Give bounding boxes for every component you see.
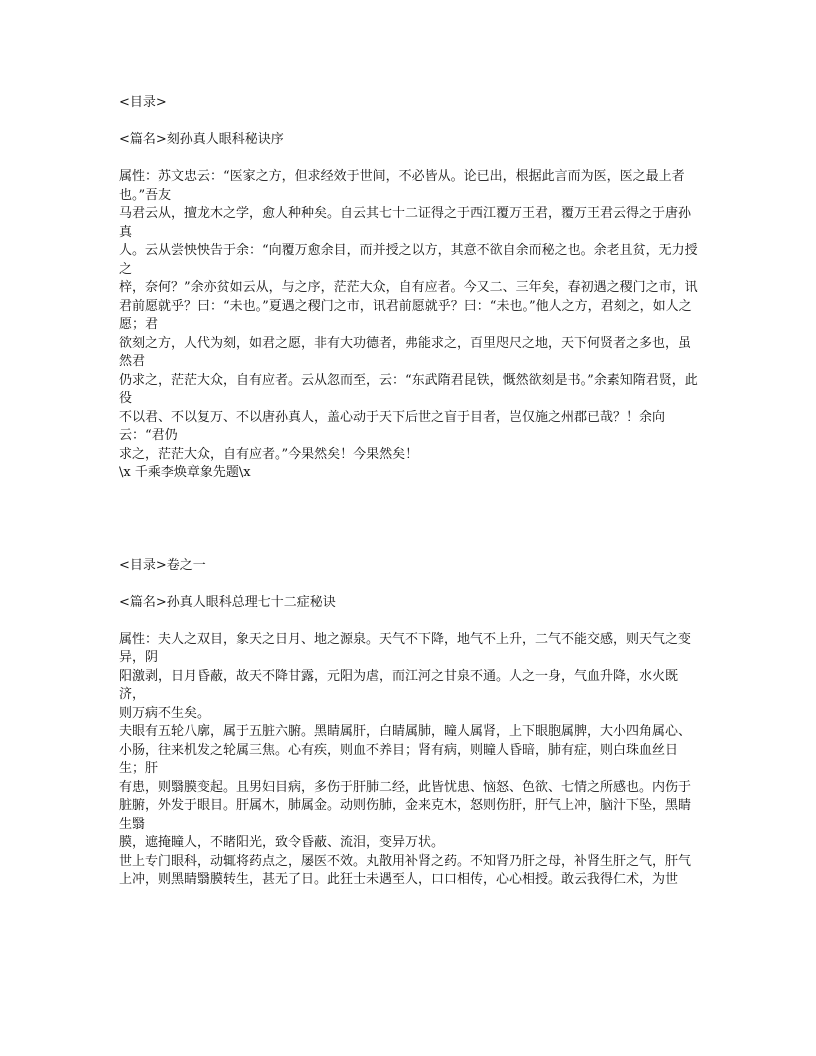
text-line: 有患，则翳膜变起。且男妇目病，多伤于肝肺二经，此皆忧患、恼怒、色欲、七情之所感也。内伤于 bbox=[119, 779, 692, 795]
document-page bbox=[119, 94, 701, 890]
text-line: 脏腑，外发于眼目。肝属木，肺属金。动则伤肺，金来克木，怒则伤肝，肝气上冲，脑汁下坠，黑睛生翳 bbox=[119, 798, 692, 832]
text-line: 求之，茫茫大众，自有应者。”今果然矣！今果然矣！ bbox=[119, 446, 419, 462]
toc-heading-1: <目录> bbox=[119, 95, 167, 110]
text-line: 夫眼有五轮八廓，属于五脏六腑。黑睛属肝，白睛属肺，瞳人属肾，上下眼胞属脾，大小四角属心、 bbox=[119, 724, 692, 739]
text-line: 世上专门眼科，动辄将药点之，屡医不效。丸散用补肾之药。不知肾乃肝之母，补肾生肝之气，肝气 bbox=[119, 853, 692, 869]
chapter-title-1: <篇名>刻孙真人眼科秘诀序 bbox=[119, 132, 284, 147]
text-line: 上冲，则黑睛翳膜转生，甚无了日。此狂士未遇至人，口口相传，心心相授。敢云我得仁术，为世 bbox=[119, 872, 679, 887]
text-line: 梓，奈何？”余亦贫如云从，与之序，茫茫大众，自有应者。今又二、三年矣，春初遇之稷门之市，讯 bbox=[119, 280, 698, 295]
text-line: 膜，遮掩瞳人，不睹阳光，致令昏蔽、流泪，变异万状。 bbox=[119, 835, 445, 850]
text-line: 马君云从，擅龙木之学，愈人种种矣。自云其七十二证得之于西江覆万王君，覆万王君云得之于唐孙真 bbox=[119, 206, 692, 240]
text-line: 属性：夫人之双目，象天之日月、地之源泉。天气不下降，地气不上升，二气不能交感，则天气之变异，阴 bbox=[119, 631, 692, 665]
text-line: 欲刻之方，人代为刻，如君之愿，非有大功德者，弗能求之，百里咫尺之地，天下何贤者之多也，虽然君 bbox=[119, 335, 692, 369]
text-line: 阳激剥，日月昏蔽，故天不降甘露，元阳为虐，而江河之甘泉不通。人之一身，气血升降，水火既济， bbox=[119, 668, 679, 702]
text-line: 君前愿就乎？曰：“未也。”夏遇之稷门之市，讯君前愿就乎？曰：“未也。”他人之方，君刻之，如人之愿；君 bbox=[119, 298, 692, 332]
text-line: 不以君、不以复万、不以唐孙真人，盖心动于天下后世之盲于目者，岂仅施之州郡已哉？！余向云：“君仍 bbox=[119, 409, 666, 443]
text-line: 仍求之，茫茫大众，自有应者。云从忽而至，云：“东武隋君昆铁，慨然欲刻是书。”余素知隋君贤，此役 bbox=[119, 372, 698, 406]
text-line: 属性：苏文忠云：“医家之方，但求经效于世间，不必皆从。论已出，根据此言而为医，医之最上者也。”吾友 bbox=[119, 169, 685, 203]
section-2-body bbox=[119, 631, 701, 890]
toc-heading-2: <目录>卷之一 bbox=[119, 557, 206, 573]
section-1-body bbox=[119, 168, 701, 483]
signature-line: \x 千乘李焕章象先题\x bbox=[119, 465, 251, 480]
text-line: 小肠，往来机发之轮属三焦。心有疾，则血不养目；肾有病，则瞳人昏暗，肺有症，则白珠血丝日生；肝 bbox=[119, 742, 679, 776]
text-line: 人。云从尝怏怏告于余：“向覆万愈余目，而并授之以方，其意不欲自余而秘之也。余老且贫，无力授之 bbox=[119, 243, 698, 277]
chapter-title-2: <篇名>孙真人眼科总理七十二症秘诀 bbox=[119, 594, 336, 610]
text-line: 则万病不生矣。 bbox=[119, 705, 211, 721]
